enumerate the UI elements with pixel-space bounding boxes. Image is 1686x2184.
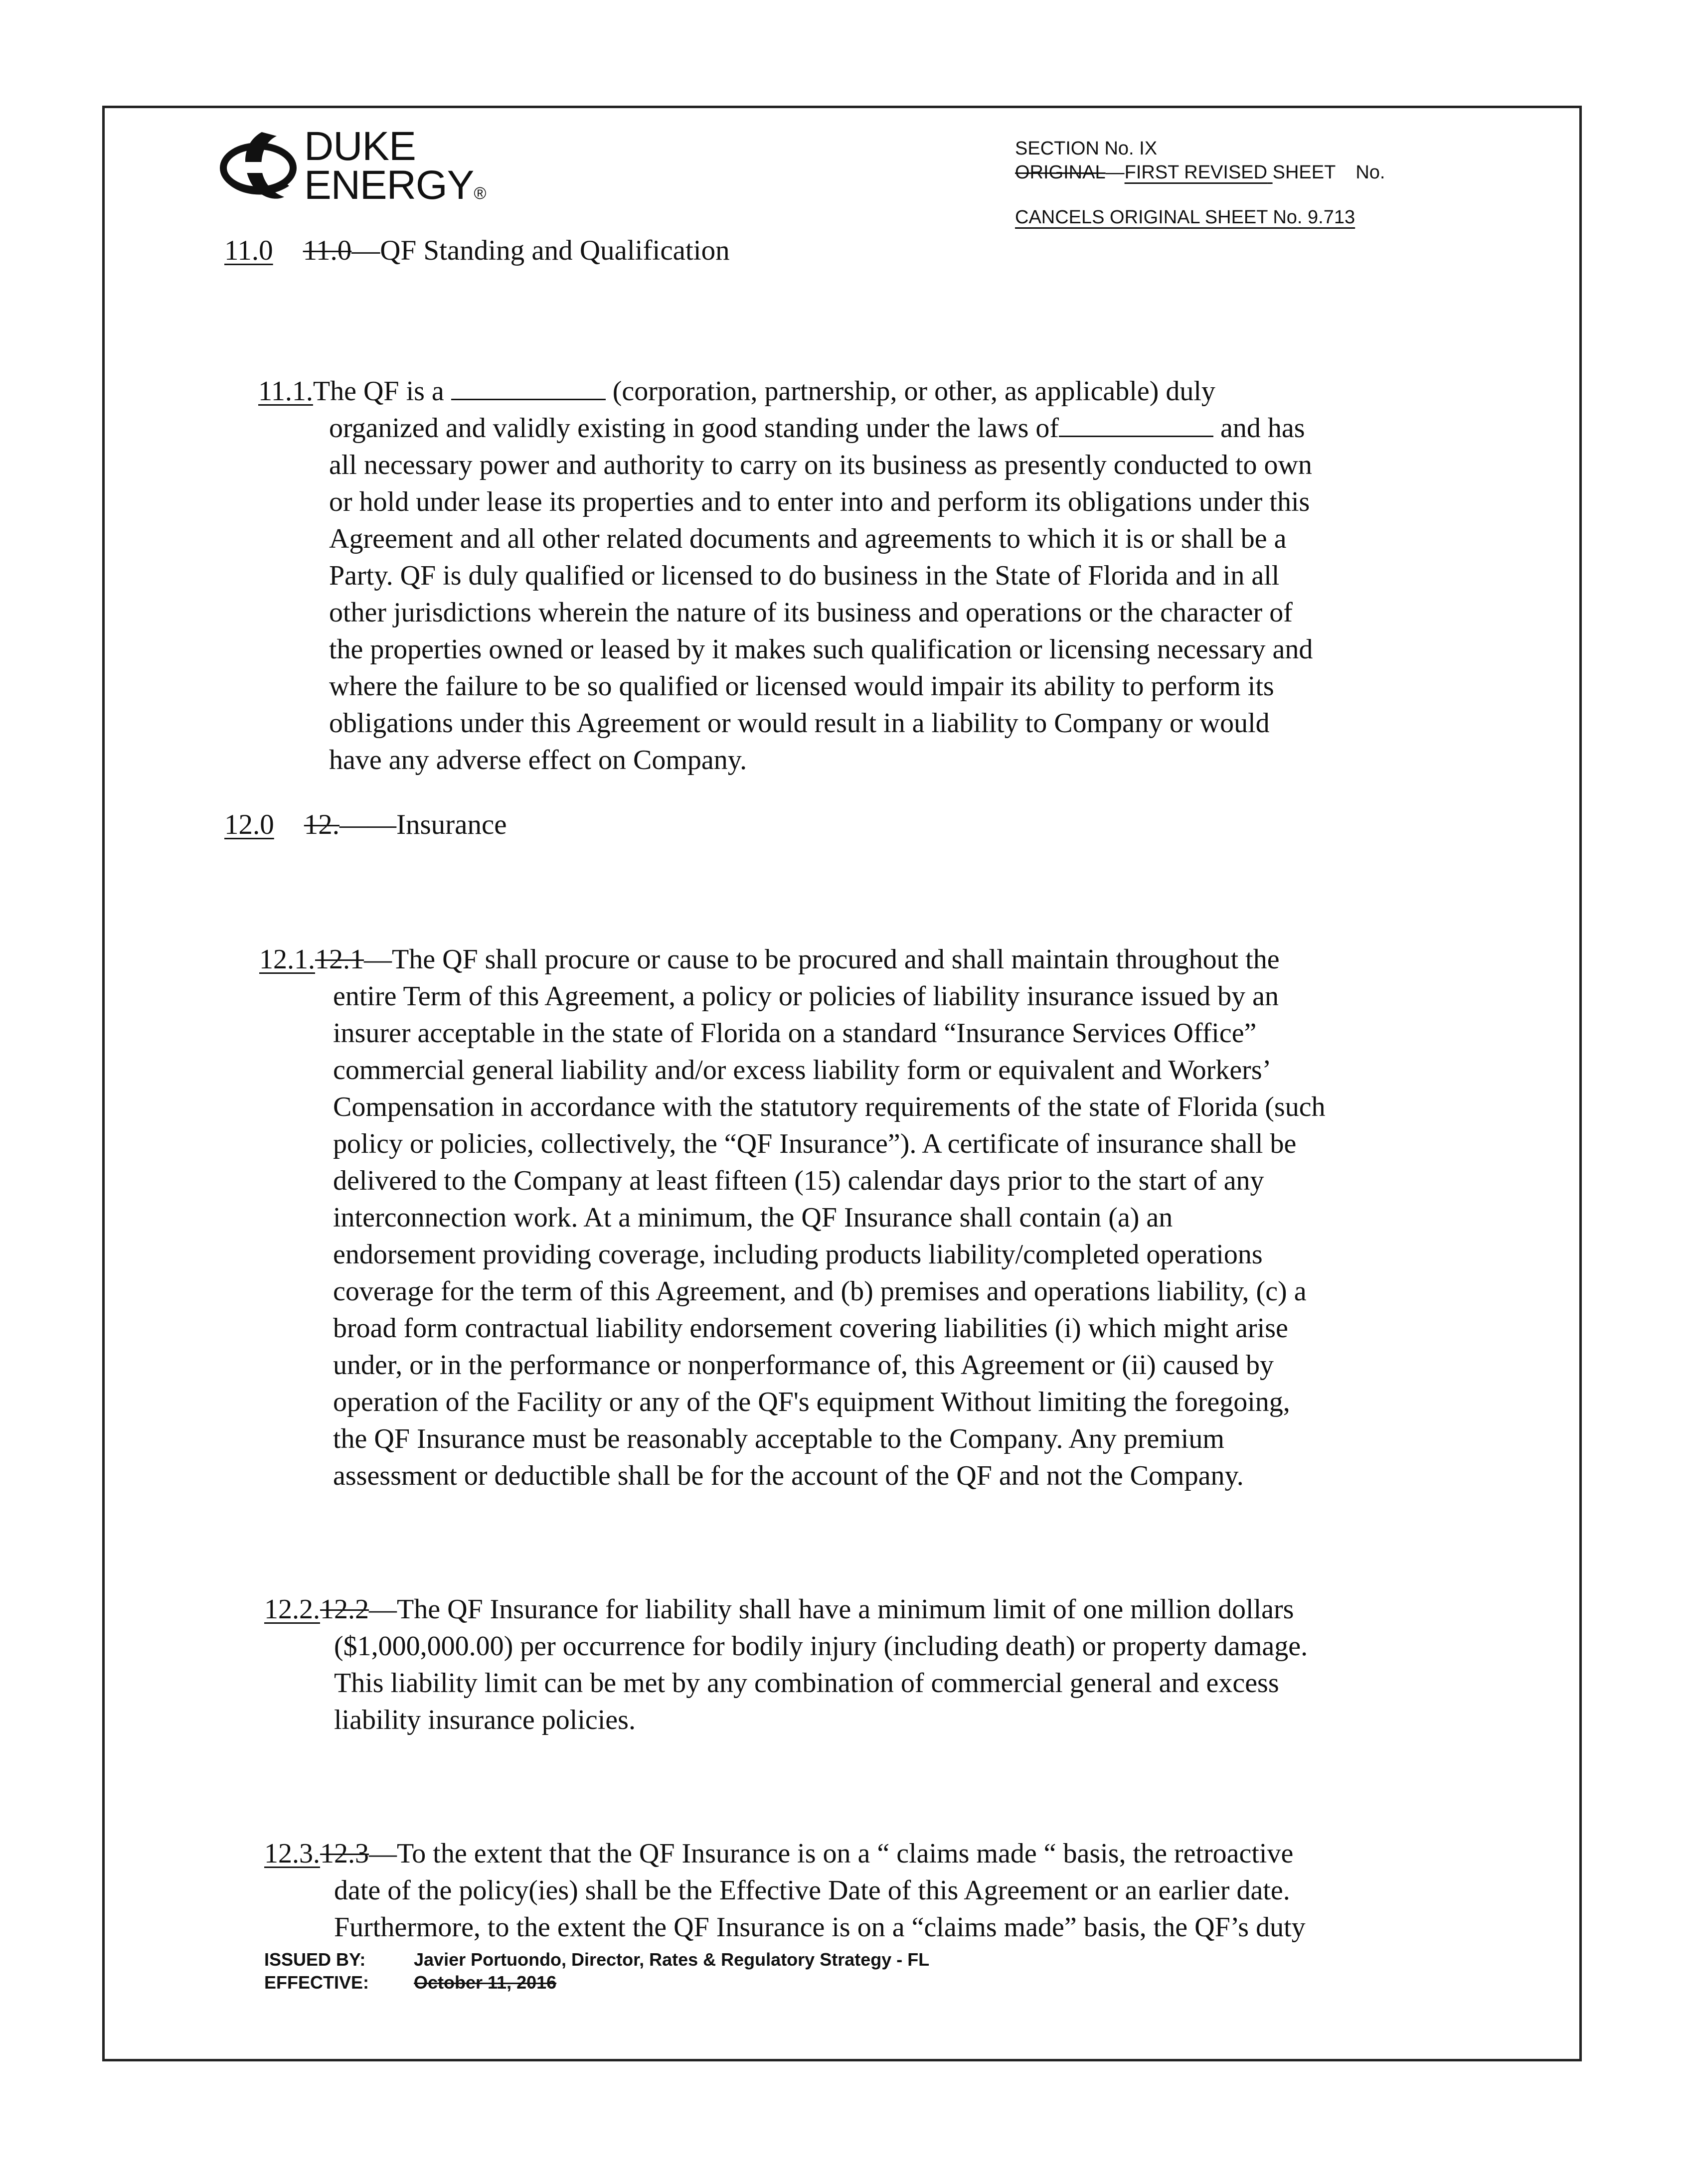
section-number: SECTION No. IX xyxy=(1015,138,1158,159)
paragraph-12-2: 12.2.12.2—The QF Insurance for liability shall have a minimum limit of one million dollars ($1,000,000.00) per occurrence for bodily injury (including death) or property damage. This liability limit can be met by any combination of commercial general and excess liability insurance policies. xyxy=(264,1594,1308,1735)
paragraph-12-3: 12.3.12.3—To the extent that the QF Insurance is on a “ claims made “ basis, the retroactive date of the policy(ies) shall be the Effective Date of this Agreement or an earlier date. Furthermore, to the extent the QF Insurance is on a “claims made” basis, the QF’s duty xyxy=(264,1838,1306,1943)
logo-word-energy: ENERGY® xyxy=(304,162,486,208)
logo-word-duke: DUKE xyxy=(304,124,416,169)
issued-by: ISSUED BY: Javier Portuondo, Director, Rates & Regulatory Strategy - FL xyxy=(264,1949,930,1970)
duke-energy-logo xyxy=(214,122,494,217)
section-11-heading: 11.0 11.0—QF Standing and Qualification xyxy=(224,235,730,266)
paragraph-11-1: 11.1.The QF is a (corporation, partnership, or other, as applicable) duly organized and validly existing in good standing under the laws of and has all necessary power and authority to carry on its business as presently conducted to own or hold under lease its properties and to enter into and perform its obligations under this Agreement and all other related documents and agreements to which it is or shall be a Party. QF is duly qualified or licensed to do business in the State of Florida and in all other jurisdictions wherein the nature of its business and operations or the character of the properties owned or leased by it makes such qualification or licensing necessary and where the failure to be so qualified or licensed would impair its ability to perform its obligations under this Agreement or would result in a liability to Company or would have any adverse effect on Company. xyxy=(258,373,1505,779)
jurisdiction-blank xyxy=(1059,410,1213,437)
paragraph-12-1: 12.1.12.1—The QF shall procure or cause to be procured and shall maintain throughout the entire Term of this Agreement, a policy or policies of liability insurance issued by an insurer acceptable in the state of Florida on a standard “Insurance Services Office” commercial general liability and/or excess liability form or equivalent and Workers’ Compensation in accordance with the statutory requirements of the state of Florida (such policy or policies, collectively, the “QF Insurance”). A certificate of insurance shall be delivered to the Company at least fifteen (15) calendar days prior to the start of any interconnection work. At a minimum, the QF Insurance shall contain (a) an endorsement providing coverage, including products liability/completed operations coverage for the term of this Agreement, and (b) premises and operations liability, (c) a broad form contractual liability endorsement covering liabilities (i) which might arise under, or in the performance or nonperformance of, this Agreement or (ii) caused by operation of the Facility or any of the QF's equipment Without limiting the foregoing, the QF Insurance must be reasonably acceptable to the Company. Any premium assessment or deductible shall be for the account of the QF and not the Company. xyxy=(259,944,1326,1491)
entity-type-blank xyxy=(451,373,606,400)
cancels-sheet: CANCELS ORIGINAL SHEET No. 9.713 xyxy=(1015,207,1355,228)
duke-energy-emblem-icon xyxy=(214,122,304,212)
sheet-revision: ORIGINAL—FIRST REVISED SHEET No. xyxy=(1015,162,1385,183)
section-12-heading: 12.0 12.——Insurance xyxy=(224,809,507,840)
effective-date: EFFECTIVE: October 11, 2016 xyxy=(264,1972,557,1993)
